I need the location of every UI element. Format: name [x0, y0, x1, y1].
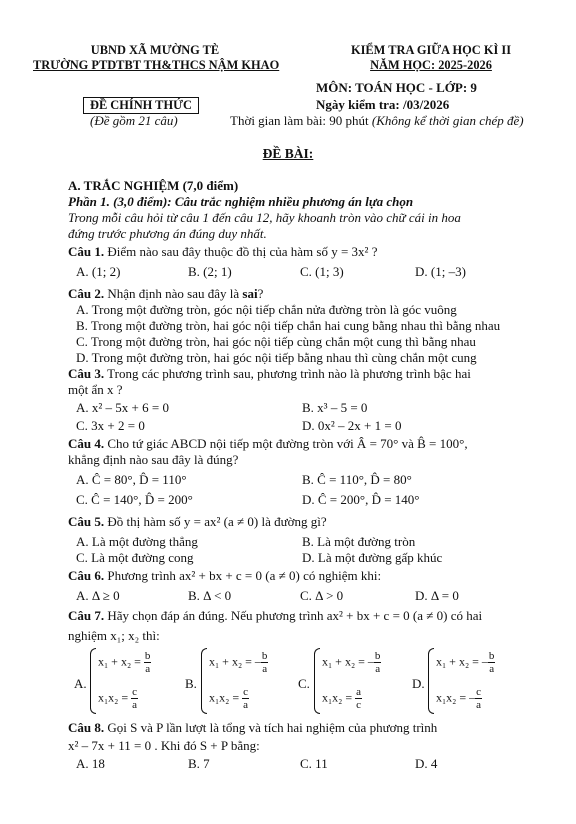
q7-option-b[interactable]	[185, 646, 293, 718]
brace-icon	[201, 648, 207, 714]
product-fraction-group	[131, 686, 138, 711]
school-year-text: NĂM HỌC: 2025-2026	[370, 58, 492, 72]
sum-equation	[436, 650, 495, 675]
product-denominator: a	[476, 699, 482, 711]
org-line-1: UBND XÃ MƯỜNG TÈ	[90, 43, 220, 57]
product-denominator: a	[132, 699, 138, 711]
question-8	[68, 720, 437, 736]
sum-fraction	[488, 650, 496, 675]
product-denominator: c	[356, 699, 362, 711]
sum-numerator: b	[144, 650, 151, 662]
section-heading: ĐỀ BÀI:	[262, 146, 314, 161]
product-lhs: x₁x₂ =	[209, 690, 243, 705]
instruction-line-2: đứng trước phương án đúng duy nhất.	[68, 226, 267, 241]
sum-fraction-group	[254, 650, 269, 675]
sum-denominator: a	[375, 663, 381, 675]
official-badge: ĐỀ CHÍNH THỨC	[83, 97, 199, 114]
sum-lhs: x₁ + x₂ =	[209, 654, 255, 669]
question-4-line-2: khẳng định nào sau đây là đúng?	[68, 452, 239, 467]
q2-option-d[interactable]: D. Trong một đường tròn, hai góc nội tiếp bằng nhau thì cùng chắn một cung	[76, 350, 477, 365]
instruction-line-1: Trong mỗi câu hỏi từ câu 1 đến câu 12, hãy khoanh tròn vào chữ cái in hoa	[68, 210, 461, 225]
question-text: Trong các phương trình sau, phương trình nào là phương trình bậc hai	[104, 366, 471, 381]
q2-option-b[interactable]: B. Trong một đường tròn, hai góc nội tiếp chắn hai cung bằng nhau thì bằng nhau	[76, 318, 501, 333]
question-8-line-2: x² – 7x + 11 = 0 . Khi đó S + P bằng:	[68, 738, 260, 753]
product-fraction-group	[242, 686, 249, 711]
q3-option-d[interactable]: D. 0x² – 2x + 1 = 0	[302, 418, 402, 433]
sum-fraction	[261, 650, 269, 675]
product-lhs: x₁x₂ =	[322, 690, 356, 705]
q7-option-c[interactable]	[298, 646, 406, 718]
sum-denominator: a	[489, 663, 495, 675]
q6-option-a[interactable]: A. Δ ≥ 0	[76, 588, 120, 603]
q5-option-b[interactable]: B. Là một đường tròn	[302, 534, 416, 549]
product-numerator: c	[132, 686, 138, 698]
q3-option-b[interactable]: B. x³ – 5 = 0	[302, 400, 368, 415]
q4-option-c[interactable]: C. Ĉ = 140°, D̂ = 200°	[76, 492, 193, 507]
sum-sign: –	[481, 654, 488, 669]
sum-lhs: x₁ + x₂ =	[322, 654, 368, 669]
sum-numerator: b	[488, 650, 495, 662]
q6-option-d[interactable]: D. Δ = 0	[415, 588, 459, 603]
sum-numerator: b	[374, 650, 381, 662]
question-count: (Đề gồm 21 câu)	[90, 113, 178, 128]
q8-option-d[interactable]: D. 4	[415, 756, 438, 771]
question-4	[68, 436, 468, 452]
product-lhs: x₁x₂ =	[98, 690, 132, 705]
exam-title: KIỂM TRA GIỮA HỌC KÌ II	[350, 43, 512, 57]
q1-option-b[interactable]: B. (2; 1)	[188, 264, 232, 279]
brace-icon	[314, 648, 320, 714]
exam-date: Ngày kiểm tra: /03/2026	[316, 97, 450, 112]
product-fraction-group	[469, 686, 482, 711]
product-equation	[98, 686, 138, 711]
question-label: Câu 8.	[68, 720, 105, 735]
question-2	[68, 286, 263, 302]
product-equation	[436, 686, 482, 711]
q8-option-b[interactable]: B. 7	[188, 756, 210, 771]
school-year	[326, 58, 536, 73]
q1-option-a[interactable]: A. (1; 2)	[76, 264, 121, 279]
sum-sign: –	[367, 654, 374, 669]
product-equation	[322, 686, 362, 711]
school-name: TRƯỜNG PTDTBT TH&THCS NẬM KHAO	[33, 58, 280, 72]
sum-fraction	[144, 650, 152, 675]
time-note: (Không kể thời gian chép đề)	[371, 113, 524, 128]
sum-denominator: a	[145, 663, 151, 675]
question-text: Gọi S và P lần lượt là tổng và tích hai nghiệm của phương trình	[104, 720, 438, 735]
q2-option-c[interactable]: C. Trong một đường tròn, hai góc nội tiếp cùng chắn một cung thì bằng nhau	[76, 334, 476, 349]
q7-option-letter: D.	[412, 676, 425, 691]
product-fraction-group	[355, 686, 362, 711]
product-equation	[209, 686, 249, 711]
q7-option-d[interactable]	[412, 646, 520, 718]
question-text: Hãy chọn đáp án đúng. Nếu phương trình ax² + bx + c = 0 (a ≠ 0) có hai	[104, 608, 483, 623]
sum-numerator: b	[261, 650, 268, 662]
question-label: Câu 2.	[68, 286, 105, 301]
question-7-line-2: nghiệm x₁; x₂ thì:	[68, 628, 160, 643]
q5-option-c[interactable]: C. Là một đường cong	[76, 550, 194, 565]
q7-option-letter: B.	[185, 676, 197, 691]
q5-option-d[interactable]: D. Là một đường gấp khúc	[302, 550, 443, 565]
product-sign: –	[469, 690, 476, 705]
sum-sign: –	[254, 654, 261, 669]
question-1	[68, 244, 377, 260]
q8-option-a[interactable]: A. 18	[76, 756, 105, 771]
question-label: Câu 3.	[68, 366, 105, 381]
sum-equation	[322, 650, 381, 675]
brace-icon	[90, 648, 96, 714]
product-fraction	[475, 686, 482, 711]
question-3-line-2: một ẩn x ?	[68, 382, 123, 397]
org-line-2	[33, 58, 279, 73]
question-text: Nhận định nào sau đây là	[104, 286, 243, 301]
question-text: Điểm nào sau đây thuộc đồ thị của hàm số y = 3x² ?	[104, 244, 378, 259]
q6-option-b[interactable]: B. Δ < 0	[188, 588, 232, 603]
sum-fraction	[374, 650, 382, 675]
question-label: Câu 1.	[68, 244, 105, 259]
q1-option-d[interactable]: D. (1; –3)	[415, 264, 466, 279]
q2-option-a[interactable]: A. Trong một đường tròn, góc nội tiếp chắn nửa đường tròn là góc vuông	[76, 302, 457, 317]
q1-option-c[interactable]: C. (1; 3)	[300, 264, 344, 279]
q3-option-c[interactable]: C. 3x + 2 = 0	[76, 418, 145, 433]
question-text: Đồ thị hàm số y = ax² (a ≠ 0) là đường gì?	[104, 514, 327, 529]
product-numerator: c	[476, 686, 482, 698]
product-fraction	[242, 686, 249, 711]
sum-equation	[209, 650, 268, 675]
sum-lhs: x₁ + x₂ =	[436, 654, 482, 669]
q7-option-letter: C.	[298, 676, 310, 691]
product-fraction	[131, 686, 138, 711]
sum-equation	[98, 650, 151, 675]
question-text-end: ?	[257, 286, 264, 301]
q6-option-c[interactable]: C. Δ > 0	[300, 588, 344, 603]
product-numerator: c	[243, 686, 249, 698]
product-numerator: a	[356, 686, 362, 698]
product-denominator: a	[243, 699, 249, 711]
question-3	[68, 366, 471, 382]
question-emphasis: sai	[242, 286, 258, 301]
sum-denominator: a	[262, 663, 268, 675]
time-limit	[230, 113, 524, 129]
question-label: Câu 6.	[68, 568, 105, 583]
sum-fraction-group	[481, 650, 496, 675]
question-label: Câu 7.	[68, 608, 105, 623]
question-text: Cho tứ giác ABCD nội tiếp một đường tròn với Â = 70° và B̂ = 100°,	[104, 436, 468, 451]
product-fraction	[355, 686, 362, 711]
question-7	[68, 608, 482, 624]
q4-option-a[interactable]: A. Ĉ = 80°, D̂ = 110°	[76, 472, 187, 487]
time-prefix: Thời gian làm bài: 90 phút	[230, 113, 372, 128]
sum-fraction-group	[144, 650, 152, 675]
q7-option-letter: A.	[74, 676, 87, 691]
question-label: Câu 5.	[68, 514, 105, 529]
part-1-heading: Phần 1. (3,0 điểm): Câu trắc nghiệm nhiều phương án lựa chọn	[68, 194, 414, 209]
question-5	[68, 514, 327, 530]
q5-option-a[interactable]: A. Là một đường thẳng	[76, 534, 198, 549]
q4-option-d[interactable]: D. Ĉ = 200°, D̂ = 140°	[302, 492, 420, 507]
product-lhs: x₁x₂ =	[436, 690, 470, 705]
brace-icon	[428, 648, 434, 714]
q8-option-c[interactable]: C. 11	[300, 756, 328, 771]
sum-fraction-group	[367, 650, 382, 675]
part-a-heading: A. TRẮC NGHIỆM (7,0 điểm)	[68, 178, 239, 193]
q7-option-a[interactable]	[74, 646, 182, 718]
question-text: Phương trình ax² + bx + c = 0 (a ≠ 0) có nghiệm khi:	[104, 568, 382, 583]
question-6	[68, 568, 381, 584]
subject: MÔN: TOÁN HỌC - LỚP: 9	[316, 80, 477, 95]
sum-lhs: x₁ + x₂ =	[98, 654, 144, 669]
q4-option-b[interactable]: B. Ĉ = 110°, D̂ = 80°	[302, 472, 412, 487]
question-label: Câu 4.	[68, 436, 105, 451]
q3-option-a[interactable]: A. x² – 5x + 6 = 0	[76, 400, 169, 415]
